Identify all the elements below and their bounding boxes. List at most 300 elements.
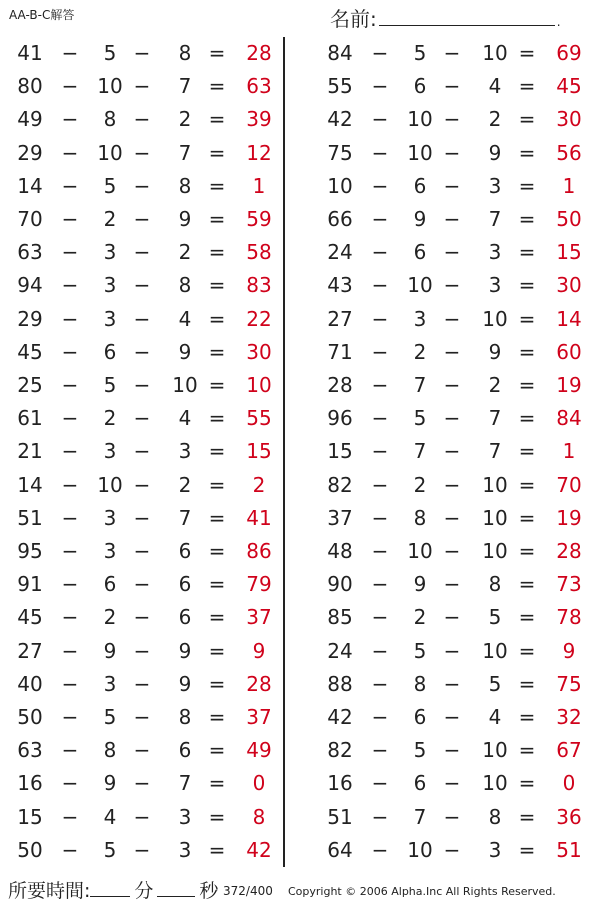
problem-row (8, 37, 298, 70)
minus-sign: − (61, 339, 79, 364)
minuend: 96 (327, 406, 353, 431)
minuend: 90 (327, 572, 353, 597)
subtrahend-1: 3 (103, 439, 117, 464)
minus-sign: − (61, 605, 79, 630)
answer: 30 (246, 339, 272, 364)
equals-sign: = (208, 605, 226, 630)
subtrahend-2: 3 (488, 837, 502, 862)
time-taken (8, 876, 222, 903)
minus-sign: − (133, 173, 151, 198)
equals-sign: = (208, 738, 226, 763)
subtrahend-1: 2 (103, 605, 117, 630)
minus-sign: − (443, 273, 461, 298)
equals-sign: = (208, 41, 226, 65)
equals-sign: = (518, 472, 536, 497)
minutes-blank[interactable] (90, 878, 130, 897)
problem-row (8, 601, 298, 634)
problem-row (8, 236, 298, 269)
subtrahend-1: 5 (103, 173, 117, 198)
problem-row (318, 801, 600, 834)
subtrahend-2: 4 (488, 705, 502, 729)
minus-sign: − (61, 273, 79, 298)
subtrahend-2: 7 (178, 505, 192, 530)
minus-sign: − (133, 439, 151, 464)
equals-sign: = (518, 439, 536, 464)
subtrahend-1: 6 (413, 771, 427, 796)
minus-sign: − (133, 605, 151, 630)
answer: 2 (252, 472, 266, 497)
minuend: 95 (17, 539, 43, 563)
equals-sign: = (518, 505, 536, 530)
minuend: 82 (327, 738, 353, 763)
subtrahend-2: 4 (178, 306, 192, 331)
minus-sign: − (371, 173, 389, 198)
subtrahend-1: 10 (407, 273, 433, 298)
problem-row (8, 303, 298, 336)
answer: 37 (246, 705, 272, 729)
answer: 28 (246, 41, 272, 65)
minus-sign: − (133, 273, 151, 298)
subtrahend-2: 10 (482, 41, 508, 65)
subtrahend-2: 10 (172, 373, 198, 397)
subtrahend-2: 9 (488, 140, 502, 165)
answer: 30 (556, 273, 582, 298)
minuend: 88 (327, 671, 353, 696)
equals-sign: = (518, 173, 536, 198)
minus-sign: − (371, 207, 389, 231)
problem-row (318, 568, 600, 601)
equals-sign: = (518, 373, 536, 397)
minus-sign: − (61, 240, 79, 265)
subtrahend-1: 6 (413, 240, 427, 265)
equals-sign: = (518, 671, 536, 696)
problem-row (8, 502, 298, 535)
minuend: 64 (327, 837, 353, 862)
minus-sign: − (133, 705, 151, 729)
minus-sign: − (133, 771, 151, 796)
minus-sign: − (371, 439, 389, 464)
answer: 1 (252, 173, 266, 198)
problem-row (318, 103, 600, 136)
subtrahend-1: 10 (407, 539, 433, 563)
minus-sign: − (133, 837, 151, 862)
equals-sign: = (518, 705, 536, 729)
problem-row (8, 801, 298, 834)
answer: 1 (562, 173, 576, 198)
minuend: 14 (17, 173, 43, 198)
minuend: 55 (327, 74, 353, 99)
minus-sign: − (443, 671, 461, 696)
minuend: 85 (327, 605, 353, 630)
answer: 58 (246, 240, 272, 265)
subtrahend-1: 7 (413, 804, 427, 829)
problem-row (8, 469, 298, 502)
minuend: 21 (17, 439, 43, 464)
subtrahend-2: 2 (178, 240, 192, 265)
equals-sign: = (518, 306, 536, 331)
answer: 0 (252, 771, 266, 796)
minus-sign: − (133, 638, 151, 663)
minuend: 10 (327, 173, 353, 198)
minuend: 24 (327, 240, 353, 265)
subtrahend-2: 8 (488, 572, 502, 597)
minus-sign: − (443, 505, 461, 530)
minus-sign: − (443, 439, 461, 464)
minus-sign: − (443, 572, 461, 597)
equals-sign: = (208, 671, 226, 696)
subtrahend-2: 9 (178, 671, 192, 696)
subtrahend-2: 8 (488, 804, 502, 829)
minus-sign: − (61, 107, 79, 132)
minus-sign: − (133, 107, 151, 132)
minutes-unit: 分 (134, 880, 154, 902)
subtrahend-1: 6 (103, 572, 117, 597)
minus-sign: − (443, 406, 461, 431)
problem-row (318, 402, 600, 435)
problem-row (8, 834, 298, 867)
equals-sign: = (518, 738, 536, 763)
subtrahend-2: 5 (488, 605, 502, 630)
minus-sign: − (133, 472, 151, 497)
answer: 37 (246, 605, 272, 630)
minus-sign: − (133, 306, 151, 331)
subtrahend-1: 4 (103, 804, 117, 829)
subtrahend-2: 3 (488, 173, 502, 198)
problem-row (8, 137, 298, 170)
minus-sign: − (133, 505, 151, 530)
minuend: 42 (327, 107, 353, 132)
minus-sign: − (133, 207, 151, 231)
answer: 75 (556, 671, 582, 696)
equals-sign: = (518, 837, 536, 862)
name-field (330, 3, 561, 32)
subtrahend-1: 10 (97, 472, 123, 497)
subtrahend-2: 10 (482, 638, 508, 663)
subtrahend-2: 10 (482, 472, 508, 497)
subtrahend-2: 10 (482, 771, 508, 796)
minus-sign: − (61, 173, 79, 198)
minuend: 15 (17, 804, 43, 829)
minuend: 82 (327, 472, 353, 497)
equals-sign: = (518, 406, 536, 431)
minus-sign: − (371, 638, 389, 663)
equals-sign: = (518, 539, 536, 563)
answer: 63 (246, 74, 272, 99)
problem-row (8, 734, 298, 767)
minuend: 61 (17, 406, 43, 431)
problem-row (318, 668, 600, 701)
equals-sign: = (208, 638, 226, 663)
subtrahend-1: 8 (103, 107, 117, 132)
answer: 59 (246, 207, 272, 231)
answer: 50 (556, 207, 582, 231)
equals-sign: = (518, 107, 536, 132)
minuend: 29 (17, 306, 43, 331)
answer: 14 (556, 306, 582, 331)
minuend: 24 (327, 638, 353, 663)
minuend: 15 (327, 439, 353, 464)
answer: 86 (246, 539, 272, 563)
equals-sign: = (518, 140, 536, 165)
subtrahend-2: 10 (482, 505, 508, 530)
minuend: 41 (17, 41, 43, 65)
minus-sign: − (371, 74, 389, 99)
subtrahend-2: 6 (178, 572, 192, 597)
minus-sign: − (133, 339, 151, 364)
answer: 79 (246, 572, 272, 597)
equals-sign: = (208, 207, 226, 231)
minus-sign: − (133, 671, 151, 696)
minus-sign: − (443, 306, 461, 331)
minuend: 37 (327, 505, 353, 530)
equals-sign: = (518, 207, 536, 231)
answer: 19 (556, 505, 582, 530)
problem-row (8, 203, 298, 236)
answer: 42 (246, 837, 272, 862)
subtrahend-2: 9 (178, 339, 192, 364)
minus-sign: − (371, 140, 389, 165)
minus-sign: − (443, 240, 461, 265)
answer: 73 (556, 572, 582, 597)
answer: 55 (246, 406, 272, 431)
subtrahend-1: 10 (97, 140, 123, 165)
equals-sign: = (208, 572, 226, 597)
subtrahend-1: 8 (413, 671, 427, 696)
minus-sign: − (371, 240, 389, 265)
minus-sign: − (61, 505, 79, 530)
subtrahend-1: 9 (103, 771, 117, 796)
answer: 8 (252, 804, 266, 829)
minuend: 16 (327, 771, 353, 796)
equals-sign: = (208, 539, 226, 563)
answer: 39 (246, 107, 272, 132)
minuend: 63 (17, 738, 43, 763)
minus-sign: − (371, 41, 389, 65)
minuend: 91 (17, 572, 43, 597)
subtrahend-2: 6 (178, 605, 192, 630)
subtrahend-2: 7 (178, 140, 192, 165)
minus-sign: − (61, 306, 79, 331)
answer: 28 (556, 539, 582, 563)
problem-row (318, 37, 600, 70)
minus-sign: − (133, 240, 151, 265)
subtrahend-2: 8 (178, 705, 192, 729)
minus-sign: − (443, 638, 461, 663)
answer: 12 (246, 140, 272, 165)
minus-sign: − (133, 539, 151, 563)
answer: 51 (556, 837, 582, 862)
problem-row (8, 767, 298, 800)
equals-sign: = (518, 605, 536, 630)
problem-row (8, 103, 298, 136)
subtrahend-1: 10 (407, 107, 433, 132)
minus-sign: − (443, 605, 461, 630)
problem-row (318, 170, 600, 203)
minuend: 45 (17, 605, 43, 630)
problem-row (318, 469, 600, 502)
subtrahend-1: 6 (413, 173, 427, 198)
minus-sign: − (371, 705, 389, 729)
minus-sign: − (443, 107, 461, 132)
problem-row (318, 435, 600, 468)
subtrahend-1: 8 (103, 738, 117, 763)
subtrahend-1: 10 (97, 74, 123, 99)
subtrahend-2: 3 (178, 804, 192, 829)
minus-sign: − (443, 339, 461, 364)
equals-sign: = (208, 837, 226, 862)
answer: 41 (246, 505, 272, 530)
subtrahend-1: 5 (413, 41, 427, 65)
problem-row (318, 269, 600, 302)
subtrahend-1: 5 (103, 705, 117, 729)
equals-sign: = (518, 240, 536, 265)
minuend: 27 (327, 306, 353, 331)
minuend: 94 (17, 273, 43, 298)
subtrahend-2: 10 (482, 539, 508, 563)
minus-sign: − (443, 207, 461, 231)
score: 372/400 (223, 884, 273, 898)
minus-sign: − (371, 837, 389, 862)
problem-row (8, 535, 298, 568)
minus-sign: − (61, 638, 79, 663)
subtrahend-2: 5 (488, 671, 502, 696)
minus-sign: − (61, 705, 79, 729)
problem-row (8, 435, 298, 468)
minus-sign: − (133, 74, 151, 99)
minuend: 42 (327, 705, 353, 729)
seconds-unit: 秒 (199, 880, 219, 902)
problem-row (8, 635, 298, 668)
minus-sign: − (371, 406, 389, 431)
equals-sign: = (518, 638, 536, 663)
answer: 78 (556, 605, 582, 630)
minus-sign: − (61, 439, 79, 464)
subtrahend-1: 5 (103, 373, 117, 397)
equals-sign: = (208, 771, 226, 796)
minuend: 71 (327, 339, 353, 364)
subtrahend-1: 9 (413, 207, 427, 231)
minus-sign: − (443, 771, 461, 796)
minuend: 27 (17, 638, 43, 663)
minuend: 51 (17, 505, 43, 530)
minus-sign: − (61, 406, 79, 431)
minus-sign: − (61, 804, 79, 829)
minus-sign: − (61, 539, 79, 563)
minus-sign: − (443, 705, 461, 729)
minus-sign: − (371, 273, 389, 298)
minus-sign: − (371, 804, 389, 829)
minus-sign: − (61, 572, 79, 597)
subtrahend-1: 3 (103, 539, 117, 563)
equals-sign: = (208, 74, 226, 99)
subtrahend-1: 9 (103, 638, 117, 663)
minus-sign: − (443, 41, 461, 65)
subtrahend-1: 6 (103, 339, 117, 364)
equals-sign: = (208, 804, 226, 829)
minus-sign: − (371, 472, 389, 497)
minus-sign: − (133, 572, 151, 597)
subtrahend-1: 5 (413, 406, 427, 431)
minus-sign: − (61, 472, 79, 497)
answer: 1 (562, 439, 576, 464)
column-divider (283, 37, 285, 867)
problem-row (318, 635, 600, 668)
subtrahend-1: 6 (413, 705, 427, 729)
answer: 15 (556, 240, 582, 265)
minuend: 51 (327, 804, 353, 829)
answer: 56 (556, 140, 582, 165)
problem-row (318, 70, 600, 103)
minus-sign: − (371, 107, 389, 132)
seconds-blank[interactable] (157, 878, 195, 897)
minus-sign: − (61, 373, 79, 397)
problem-row (318, 369, 600, 402)
answer: 32 (556, 705, 582, 729)
minus-sign: − (371, 539, 389, 563)
subtrahend-2: 7 (178, 771, 192, 796)
minus-sign: − (371, 671, 389, 696)
minus-sign: − (371, 306, 389, 331)
minuend: 25 (17, 373, 43, 397)
minuend: 63 (17, 240, 43, 265)
subtrahend-1: 7 (413, 439, 427, 464)
minuend: 80 (17, 74, 43, 99)
minus-sign: − (443, 472, 461, 497)
subtrahend-2: 7 (488, 439, 502, 464)
problem-row (318, 701, 600, 734)
equals-sign: = (518, 74, 536, 99)
copyright: Copyright © 2006 Alpha.Inc All Rights Reserved. (288, 885, 556, 898)
equals-sign: = (518, 572, 536, 597)
subtrahend-1: 3 (103, 671, 117, 696)
minus-sign: − (443, 738, 461, 763)
subtrahend-1: 8 (413, 505, 427, 530)
subtrahend-2: 9 (178, 638, 192, 663)
equals-sign: = (208, 107, 226, 132)
problem-row (318, 203, 600, 236)
minus-sign: − (371, 572, 389, 597)
problem-row (8, 336, 298, 369)
answer: 15 (246, 439, 272, 464)
minuend: 16 (17, 771, 43, 796)
subtrahend-1: 10 (407, 140, 433, 165)
worksheet-title: AA-B-C解答 (9, 8, 75, 22)
minuend: 43 (327, 273, 353, 298)
minus-sign: − (371, 505, 389, 530)
answer: 0 (562, 771, 576, 796)
equals-sign: = (518, 771, 536, 796)
subtrahend-1: 7 (413, 373, 427, 397)
subtrahend-2: 8 (178, 173, 192, 198)
subtrahend-1: 5 (103, 41, 117, 65)
equals-sign: = (208, 273, 226, 298)
problem-row (8, 170, 298, 203)
answer: 36 (556, 804, 582, 829)
minus-sign: − (443, 373, 461, 397)
answer: 83 (246, 273, 272, 298)
equals-sign: = (208, 505, 226, 530)
equals-sign: = (208, 439, 226, 464)
subtrahend-1: 5 (103, 837, 117, 862)
subtrahend-2: 8 (178, 273, 192, 298)
subtrahend-2: 10 (482, 306, 508, 331)
subtrahend-2: 7 (488, 207, 502, 231)
problem-row (8, 402, 298, 435)
answer: 45 (556, 74, 582, 99)
subtrahend-1: 2 (413, 339, 427, 364)
equals-sign: = (208, 373, 226, 397)
name-blank-line[interactable] (379, 7, 555, 26)
